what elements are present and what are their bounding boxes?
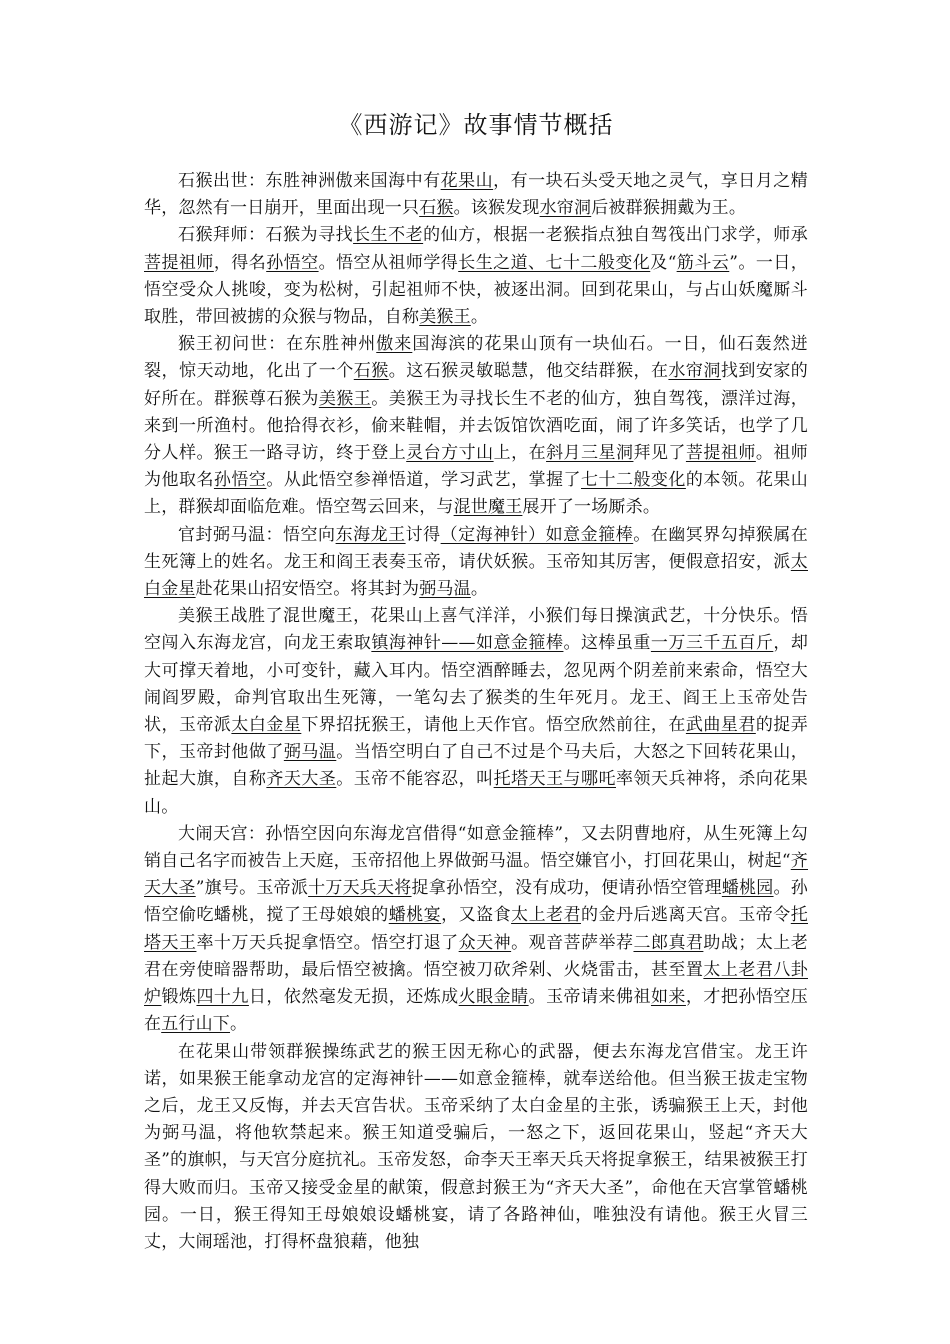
paragraph-havoc-in-heaven: 大闹天宫：孙悟空因向东海龙宫借得“如意金箍棒”，又去阴曹地府，从生死簿上勾销自己名字而被告上天庭，玉帝招他上界做弼马温。悟空嫌官小，打回花果山，树起“齐天大圣”旗号。玉帝派十万天兵天将捉拿孙悟空，没有成功，便请孙悟空管理蟠桃园。孙悟空偷吃蟠桃，搅了王母娘娘的蟠桃宴，又盗食太上老君的金丹后逃离天宫。玉帝令托塔天王率十万天兵捉拿悟空。悟空打退了众天神。观音菩萨举荐二郎真君助战；太上老君在旁使暗器帮助，最后悟空被擒。悟空被刀砍斧剁、火烧雷击，甚至置太上老君八卦炉锻炼四十九日，依然毫发无损，还炼成火眼金睛。玉帝请来佛祖如来，才把孙悟空压在五行山下。 — [144, 823, 809, 1035]
paragraph-dragon-palace-treasure: 在花果山带领群猴操练武艺的猴王因无称心的武器，便去东海龙宫借宝。龙王许诺，如果猴王能拿动龙宫的定海神针——如意金箍棒，就奉送给他。但当猴王拔走宝物之后，龙王又反悔，并去天宫告状。玉帝采纳了太白金星的主张，诱骗猴王上天，封他为弼马温，将他软禁起来。猴王知道受骗后，一怒之下，返回花果山，竖起“齐天大圣”的旗帜，与天宫分庭抗礼。玉帝发怒，命李天王率天兵天将捉拿猴王，结果被猴王打得大败而归。玉帝又接受金星的献策，假意封猴王为“齐天大圣”，命他在天宫掌管蟠桃园。一日，猴王得知王母娘娘设蟠桃宴，请了各路神仙，唯独没有请他。猴王火冒三丈，大闹瑶池，打得杯盘狼藉，他独 — [144, 1041, 808, 1252]
document-title: 《西游记》故事情节概括 — [338, 111, 614, 139]
paragraph-stone-monkey-birth: 石猴出世：东胜神洲傲来国海中有花果山，有一块石头受天地之灵气，享日月之精华，忽然有一日崩开，里面出现一只石猴。该猴发现水帘洞后被群猴拥戴为王。 — [144, 171, 808, 219]
paragraph-stone-monkey-apprentice: 石猴拜师：石猴为寻找长生不老的仙方，根据一老猴指点独自驾筏出门求学，师承菩提祖师，得名孙悟空。悟空从祖师学得长生之道、七十二般变化及“筋斗云”。一日，悟空受众人挑唆，变为松树，引起祖师不快，被逐出洞。回到花果山，与占山妖魔厮斗取胜，带回被掳的众猴与物品，自称美猴王。 — [144, 225, 809, 328]
paragraph-bimawen-appointment: 官封弼马温：悟空向东海龙王讨得（定海神针）如意金箍棒。在幽冥界勾掉猴属在生死簿上的姓名。龙王和阎王表奏玉帝，请伏妖猴。玉帝知其厉害，便假意招安，派太白金星赴花果山招安悟空。将其封为弼马温。 — [144, 524, 808, 600]
paragraph-monkey-king-debut: 猴王初问世：在东胜神州傲来国海滨的花果山顶有一块仙石。一日，仙石轰然迸裂，惊天动地，化出了一个石猴。这石猴灵敏聪慧，他交结群猴，在水帘洞找到安家的好所在。群猴尊石猴为美猴王。美猴王为寻找长生不老的仙方，独自驾筏，漂洋过海，来到一所渔村。他拾得衣衫，偷来鞋帽，并去饭馆饮酒吃面，闹了许多笑话，也学了几分人样。猴王一路寻访，终于登上灵台方寸山上，在斜月三星洞拜见了菩提祖师。祖师为他取名孙悟空。从此悟空参禅悟道，学习武艺，掌握了七十二般变化的本领。花果山上，群猴却面临危难。悟空驾云回来，与混世魔王展开了一场厮杀。 — [144, 334, 809, 518]
paragraph-golden-staff: 美猴王战胜了混世魔王，花果山上喜气洋洋，小猴们每日操演武艺，十分快乐。悟空闯入东海龙宫，向龙王索取镇海神针——如意金箍棒。这棒虽重一万三千五百斤，却大可撑天着地，小可变针，藏入耳内。悟空酒醉睡去，忽见两个阴差前来索命，悟空大闹阎罗殿，命判官取出生死簿，一笔勾去了猴类的生年死月。龙王、阎王上玉帝处告状，玉帝派太白金星下界招抚猴王，请他上天作官。悟空欣然前往，在武曲星君的捉弄下，玉帝封他做了弼马温。当悟空明白了自己不过是个马夫后，大怒之下回转花果山，扯起大旗，自称齐天大圣。玉帝不能容忍，叫托塔天王与哪吒率领天兵神将，杀向花果山。 — [144, 606, 809, 817]
document-page — [144, 108, 808, 1256]
